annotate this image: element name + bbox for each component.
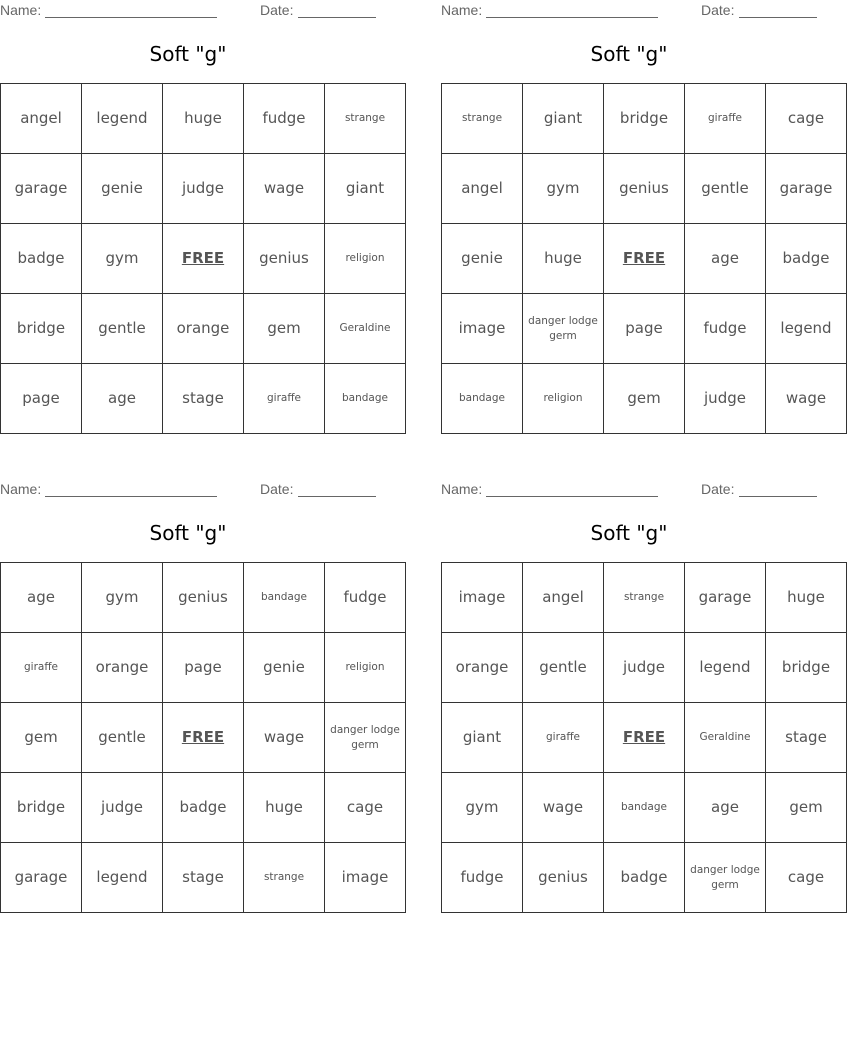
bingo-cell: garage — [1, 154, 82, 224]
name-line — [486, 17, 658, 18]
grid-row — [442, 224, 847, 294]
bingo-cell: huge — [523, 224, 604, 294]
bingo-cell: stage — [766, 703, 847, 773]
bingo-cell: genius — [244, 224, 325, 294]
bingo-cell: genie — [442, 224, 523, 294]
date-line — [739, 17, 817, 18]
bingo-cell: badge — [604, 843, 685, 913]
bingo-cell: fudge — [244, 84, 325, 154]
grid-row — [1, 84, 406, 154]
date-label: Date: — [701, 2, 735, 18]
bingo-card — [441, 0, 833, 436]
bingo-card — [0, 479, 400, 915]
bingo-grid — [441, 83, 847, 434]
bingo-cell: genius — [523, 843, 604, 913]
bingo-cell: bridge — [766, 633, 847, 703]
bingo-cell: danger lodge germ — [523, 294, 604, 364]
bingo-cell: genius — [163, 563, 244, 633]
bingo-cell: strange — [244, 843, 325, 913]
bingo-cell: giraffe — [244, 364, 325, 434]
bingo-cell: legend — [82, 843, 163, 913]
name-label: Name: — [441, 2, 483, 18]
bingo-card — [0, 0, 391, 436]
bingo-cell: gentle — [82, 294, 163, 364]
bingo-cell: gem — [604, 364, 685, 434]
card-title: Soft "g" — [149, 521, 227, 545]
bingo-cell: bandage — [604, 773, 685, 843]
free-space: FREE — [163, 224, 244, 294]
bingo-cell: strange — [325, 84, 406, 154]
bingo-cell: religion — [523, 364, 604, 434]
grid-row — [442, 84, 847, 154]
bingo-cell: garage — [1, 843, 82, 913]
date-line — [298, 496, 376, 497]
grid-row — [1, 773, 406, 843]
bingo-cell: bandage — [442, 364, 523, 434]
bingo-cell: fudge — [325, 563, 406, 633]
bingo-cell: image — [442, 563, 523, 633]
date-label: Date: — [701, 481, 735, 497]
bingo-cell: gentle — [685, 154, 766, 224]
bingo-cell: orange — [82, 633, 163, 703]
bingo-cell: orange — [163, 294, 244, 364]
bingo-cell: page — [604, 294, 685, 364]
bingo-cell: cage — [766, 843, 847, 913]
name-line — [486, 496, 658, 497]
bingo-cell: garage — [766, 154, 847, 224]
bingo-cell: wage — [244, 154, 325, 224]
grid-row — [1, 294, 406, 364]
bingo-cell: page — [1, 364, 82, 434]
bingo-cell: giant — [523, 84, 604, 154]
grid-row — [1, 224, 406, 294]
bingo-cell: gentle — [523, 633, 604, 703]
bingo-cell: strange — [604, 563, 685, 633]
bingo-cell: giant — [442, 703, 523, 773]
bingo-cell: gem — [1, 703, 82, 773]
grid-row — [1, 633, 406, 703]
bingo-cell: legend — [685, 633, 766, 703]
bingo-cell: huge — [244, 773, 325, 843]
bingo-cell: badge — [766, 224, 847, 294]
bingo-cell: genie — [82, 154, 163, 224]
bingo-cell: age — [685, 224, 766, 294]
bingo-cell: gym — [82, 224, 163, 294]
bingo-cell: angel — [523, 563, 604, 633]
bingo-cell: gem — [766, 773, 847, 843]
grid-row — [442, 563, 847, 633]
grid-row — [442, 154, 847, 224]
bingo-cell: badge — [163, 773, 244, 843]
bingo-cell: age — [82, 364, 163, 434]
bingo-cell: legend — [766, 294, 847, 364]
name-date-header — [441, 481, 817, 499]
bingo-cell: badge — [1, 224, 82, 294]
bingo-cell: giraffe — [685, 84, 766, 154]
name-date-header — [0, 2, 376, 20]
card-title: Soft "g" — [590, 42, 668, 66]
bingo-cell: gym — [82, 563, 163, 633]
bingo-cell: religion — [325, 224, 406, 294]
bingo-cell: judge — [604, 633, 685, 703]
bingo-cell: page — [163, 633, 244, 703]
bingo-cell: cage — [325, 773, 406, 843]
free-space: FREE — [163, 703, 244, 773]
bingo-cell: huge — [766, 563, 847, 633]
bingo-cell: orange — [442, 633, 523, 703]
card-title: Soft "g" — [149, 42, 227, 66]
grid-row — [1, 154, 406, 224]
bingo-cell: gym — [523, 154, 604, 224]
bingo-cell: angel — [1, 84, 82, 154]
name-line — [45, 17, 217, 18]
grid-row — [1, 563, 406, 633]
date-label: Date: — [260, 2, 294, 18]
name-date-header — [0, 481, 376, 499]
bingo-cell: legend — [82, 84, 163, 154]
bingo-cell: fudge — [442, 843, 523, 913]
bingo-cell: strange — [442, 84, 523, 154]
free-space: FREE — [604, 703, 685, 773]
grid-row — [1, 364, 406, 434]
bingo-cell: fudge — [685, 294, 766, 364]
bingo-cell: cage — [766, 84, 847, 154]
bingo-cell: wage — [766, 364, 847, 434]
bingo-cell: bandage — [244, 563, 325, 633]
bingo-cell: genie — [244, 633, 325, 703]
bingo-cell: Geraldine — [685, 703, 766, 773]
bingo-grid — [0, 83, 406, 434]
name-label: Name: — [0, 481, 42, 497]
grid-row — [442, 294, 847, 364]
date-line — [739, 496, 817, 497]
bingo-grid — [441, 562, 847, 913]
bingo-cell: angel — [442, 154, 523, 224]
bingo-grid — [0, 562, 406, 913]
bingo-cell: bridge — [1, 773, 82, 843]
bingo-cell: stage — [163, 364, 244, 434]
grid-row — [442, 843, 847, 913]
bingo-cell: wage — [523, 773, 604, 843]
bingo-cell: wage — [244, 703, 325, 773]
bingo-cell: bridge — [1, 294, 82, 364]
bingo-cell: giant — [325, 154, 406, 224]
grid-row — [442, 773, 847, 843]
name-line — [45, 496, 217, 497]
name-date-header — [441, 2, 817, 20]
bingo-cell: age — [685, 773, 766, 843]
grid-row — [1, 843, 406, 913]
name-label: Name: — [0, 2, 42, 18]
bingo-cell: gentle — [82, 703, 163, 773]
bingo-cell: religion — [325, 633, 406, 703]
bingo-cell: image — [442, 294, 523, 364]
bingo-cell: gem — [244, 294, 325, 364]
bingo-cell: stage — [163, 843, 244, 913]
grid-row — [442, 703, 847, 773]
bingo-cell: bandage — [325, 364, 406, 434]
bingo-cell: danger lodge germ — [685, 843, 766, 913]
bingo-cell: judge — [82, 773, 163, 843]
bingo-cell: huge — [163, 84, 244, 154]
card-title: Soft "g" — [590, 521, 668, 545]
bingo-cell: gym — [442, 773, 523, 843]
bingo-cell: judge — [685, 364, 766, 434]
bingo-cell: image — [325, 843, 406, 913]
grid-row — [442, 633, 847, 703]
bingo-card — [441, 479, 831, 915]
grid-row — [1, 703, 406, 773]
bingo-cell: danger lodge germ — [325, 703, 406, 773]
bingo-cell: age — [1, 563, 82, 633]
bingo-cell: garage — [685, 563, 766, 633]
name-label: Name: — [441, 481, 483, 497]
bingo-cell: judge — [163, 154, 244, 224]
bingo-cell: giraffe — [1, 633, 82, 703]
bingo-cell: giraffe — [523, 703, 604, 773]
bingo-cell: genius — [604, 154, 685, 224]
date-label: Date: — [260, 481, 294, 497]
free-space: FREE — [604, 224, 685, 294]
bingo-cell: Geraldine — [325, 294, 406, 364]
date-line — [298, 17, 376, 18]
grid-row — [442, 364, 847, 434]
bingo-cell: bridge — [604, 84, 685, 154]
